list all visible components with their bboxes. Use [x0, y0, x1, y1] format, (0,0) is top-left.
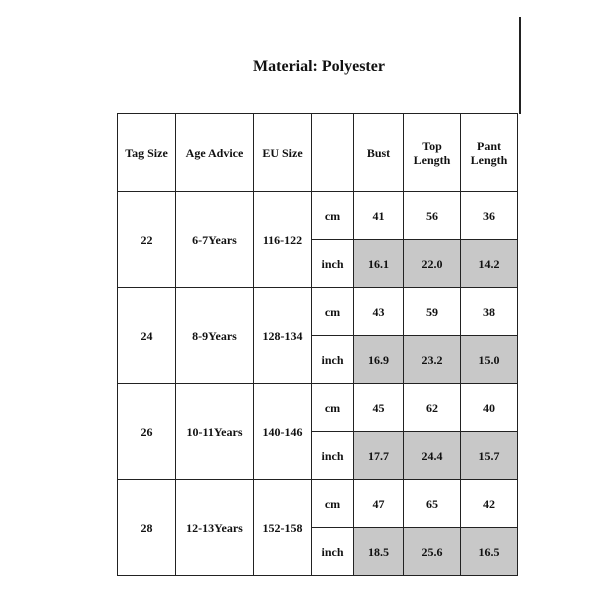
top-length-cell: 59: [404, 288, 461, 336]
tag-size-cell: 26: [118, 384, 176, 480]
unit-cell: inch: [312, 528, 354, 576]
unit-cell: cm: [312, 480, 354, 528]
table-row: [118, 480, 518, 528]
tag-size-cell: 22: [118, 192, 176, 288]
pant-length-cell: 42: [461, 480, 518, 528]
pant-length-cell: 14.2: [461, 240, 518, 288]
pant-length-cell: 15.0: [461, 336, 518, 384]
size-chart-table: [117, 113, 518, 576]
header-pant-length: [461, 114, 518, 192]
eu-size-cell: 116-122: [254, 192, 312, 288]
tag-size-cell: 28: [118, 480, 176, 576]
top-length-cell: 62: [404, 384, 461, 432]
age-advice-cell: 12-13Years: [176, 480, 254, 576]
bust-cell: 41: [354, 192, 404, 240]
age-advice-cell: 6-7Years: [176, 192, 254, 288]
bust-cell: 47: [354, 480, 404, 528]
age-advice-cell: 10-11Years: [176, 384, 254, 480]
header-row: [118, 114, 518, 192]
header-unit: [312, 114, 354, 192]
unit-cell: inch: [312, 432, 354, 480]
pant-length-cell: 36: [461, 192, 518, 240]
unit-cell: inch: [312, 336, 354, 384]
header-pant-length-line1: Pant: [477, 138, 501, 153]
age-advice-cell: 8-9Years: [176, 288, 254, 384]
header-top-length-line2: Length: [413, 152, 451, 167]
table-row: [118, 384, 518, 432]
top-length-cell: 22.0: [404, 240, 461, 288]
bust-cell: 18.5: [354, 528, 404, 576]
header-bust: Bust: [354, 114, 404, 192]
unit-cell: cm: [312, 288, 354, 336]
header-pant-length-line2: Length: [470, 152, 508, 167]
top-length-cell: 25.6: [404, 528, 461, 576]
bust-cell: 45: [354, 384, 404, 432]
top-length-cell: 23.2: [404, 336, 461, 384]
header-eu-size: EU Size: [254, 114, 312, 192]
page-title: Material: Polyester: [253, 58, 385, 75]
pant-length-cell: 15.7: [461, 432, 518, 480]
tag-size-cell: 24: [118, 288, 176, 384]
eu-size-cell: 140-146: [254, 384, 312, 480]
unit-cell: cm: [312, 384, 354, 432]
eu-size-cell: 152-158: [254, 480, 312, 576]
pant-length-cell: 16.5: [461, 528, 518, 576]
bust-cell: 17.7: [354, 432, 404, 480]
top-length-cell: 65: [404, 480, 461, 528]
header-top-length: [404, 114, 461, 192]
header-top-length-line1: Top: [422, 138, 442, 153]
bust-cell: 16.9: [354, 336, 404, 384]
header-tag-size: Tag Size: [118, 114, 176, 192]
eu-size-cell: 128-134: [254, 288, 312, 384]
top-length-cell: 56: [404, 192, 461, 240]
bust-cell: 43: [354, 288, 404, 336]
unit-cell: cm: [312, 192, 354, 240]
bust-cell: 16.1: [354, 240, 404, 288]
pant-length-cell: 40: [461, 384, 518, 432]
top-length-cell: 24.4: [404, 432, 461, 480]
pant-length-cell: 38: [461, 288, 518, 336]
table-row: [118, 192, 518, 240]
unit-cell: inch: [312, 240, 354, 288]
table-row: [118, 288, 518, 336]
header-age-advice: Age Advice: [176, 114, 254, 192]
